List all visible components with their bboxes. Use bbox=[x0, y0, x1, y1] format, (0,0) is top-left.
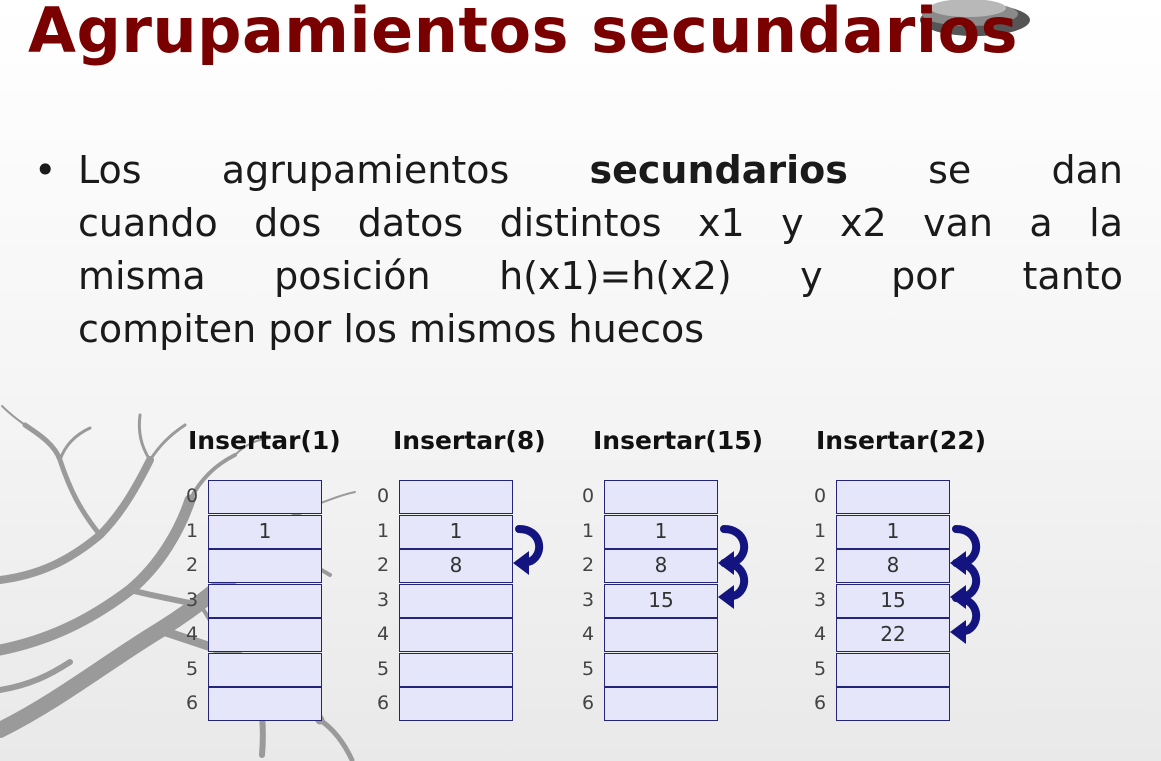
bullet-word: x1 bbox=[697, 201, 745, 245]
collision-arrow-icon bbox=[948, 592, 986, 646]
bullet-word: agrupamientos bbox=[221, 148, 510, 192]
row-index-label: 2 bbox=[813, 554, 827, 576]
row-index-label: 6 bbox=[813, 692, 827, 714]
row-index-label: 5 bbox=[376, 657, 390, 680]
hash-table-cell bbox=[208, 618, 322, 652]
row-index-label: 2 bbox=[376, 554, 390, 576]
hash-table-cell bbox=[836, 653, 950, 687]
bullet-word: y bbox=[800, 254, 823, 298]
row-index-label: 0 bbox=[813, 485, 827, 507]
hash-table-cell: 8 bbox=[836, 549, 950, 583]
bullet-word: y bbox=[781, 201, 804, 245]
row-index-label: 1 bbox=[185, 519, 199, 542]
bullet-word: misma bbox=[78, 254, 206, 298]
bullet-point-icon: • bbox=[34, 148, 57, 192]
row-index-label: 6 bbox=[376, 692, 390, 714]
hash-table-cell bbox=[604, 687, 718, 721]
bullet-word: datos bbox=[357, 201, 464, 245]
row-index-label: 2 bbox=[185, 554, 199, 576]
hash-table-cell bbox=[208, 687, 322, 721]
row-index-label: 6 bbox=[185, 692, 199, 714]
row-index-label: 3 bbox=[376, 588, 390, 611]
row-index-label: 0 bbox=[581, 485, 595, 507]
row-index-label: 0 bbox=[376, 485, 390, 507]
hash-table-cell: 1 bbox=[836, 515, 950, 549]
bullet-word: x2 bbox=[840, 201, 887, 245]
table-title: Insertar(8) bbox=[393, 426, 546, 455]
bullet-word: se bbox=[928, 148, 972, 192]
row-index-label: 1 bbox=[376, 519, 390, 542]
hash-table-cell bbox=[399, 480, 513, 514]
bullet-word: h(x1)=h(x2) bbox=[499, 254, 732, 298]
hash-table-cell: 22 bbox=[836, 618, 950, 652]
bullet-word: van bbox=[923, 201, 993, 245]
hash-table-cell bbox=[208, 653, 322, 687]
hash-table-cell bbox=[836, 480, 950, 514]
row-index-label: 1 bbox=[813, 519, 827, 542]
bullet-word: secundarios bbox=[589, 148, 848, 192]
table-title: Insertar(22) bbox=[816, 426, 987, 455]
row-index-label: 5 bbox=[185, 657, 199, 680]
bullet-word: posición bbox=[274, 254, 431, 298]
row-index-label: 4 bbox=[185, 623, 199, 645]
hash-table-cell bbox=[604, 480, 718, 514]
hash-table-cell: 15 bbox=[604, 584, 718, 618]
row-index-label: 0 bbox=[185, 485, 199, 507]
bullet-word: cuando bbox=[78, 201, 218, 245]
row-index-label: 1 bbox=[581, 519, 595, 542]
hash-table-cell: 1 bbox=[208, 515, 322, 549]
bullet-word: compiten por los mismos huecos bbox=[78, 307, 705, 351]
row-index-label: 6 bbox=[581, 692, 595, 714]
row-index-label: 4 bbox=[813, 623, 827, 645]
table-title: Insertar(15) bbox=[593, 426, 764, 455]
row-index-label: 2 bbox=[581, 554, 595, 576]
hash-table-cell bbox=[836, 687, 950, 721]
hash-table-cell bbox=[399, 653, 513, 687]
hash-table-cell: 1 bbox=[604, 515, 718, 549]
hash-table-cell bbox=[604, 618, 718, 652]
row-index-label: 5 bbox=[813, 657, 827, 680]
hash-table-cell bbox=[208, 549, 322, 583]
collision-arrow-icon bbox=[511, 523, 549, 577]
hash-table-cell: 8 bbox=[399, 549, 513, 583]
row-index-label: 4 bbox=[376, 623, 390, 645]
collision-arrow-icon bbox=[716, 557, 754, 611]
hash-table-cell bbox=[399, 618, 513, 652]
row-index-label: 3 bbox=[185, 588, 199, 611]
bullet-word: por bbox=[891, 254, 955, 298]
row-index-label: 5 bbox=[581, 657, 595, 680]
slide-title: Agrupamientos secundarios bbox=[28, 0, 1019, 67]
row-index-label: 4 bbox=[581, 623, 595, 645]
row-index-label: 3 bbox=[813, 588, 827, 611]
hash-table-cell bbox=[399, 584, 513, 618]
hash-table-cell bbox=[604, 653, 718, 687]
hash-table-cell: 1 bbox=[399, 515, 513, 549]
bullet-word: Los bbox=[78, 148, 142, 192]
bullet-word: dos bbox=[254, 201, 322, 245]
row-index-label: 3 bbox=[581, 588, 595, 611]
bullet-word: a bbox=[1029, 201, 1053, 245]
table-title: Insertar(1) bbox=[188, 426, 341, 455]
hash-table-cell bbox=[208, 584, 322, 618]
bullet-word: tanto bbox=[1022, 254, 1123, 298]
hash-table-cell: 8 bbox=[604, 549, 718, 583]
hash-table-cell bbox=[399, 687, 513, 721]
bullet-word: la bbox=[1089, 201, 1123, 245]
hash-table-cell: 15 bbox=[836, 584, 950, 618]
hash-table-cell bbox=[208, 480, 322, 514]
bullet-word: dan bbox=[1051, 148, 1123, 192]
bullet-word: distintos bbox=[499, 201, 662, 245]
